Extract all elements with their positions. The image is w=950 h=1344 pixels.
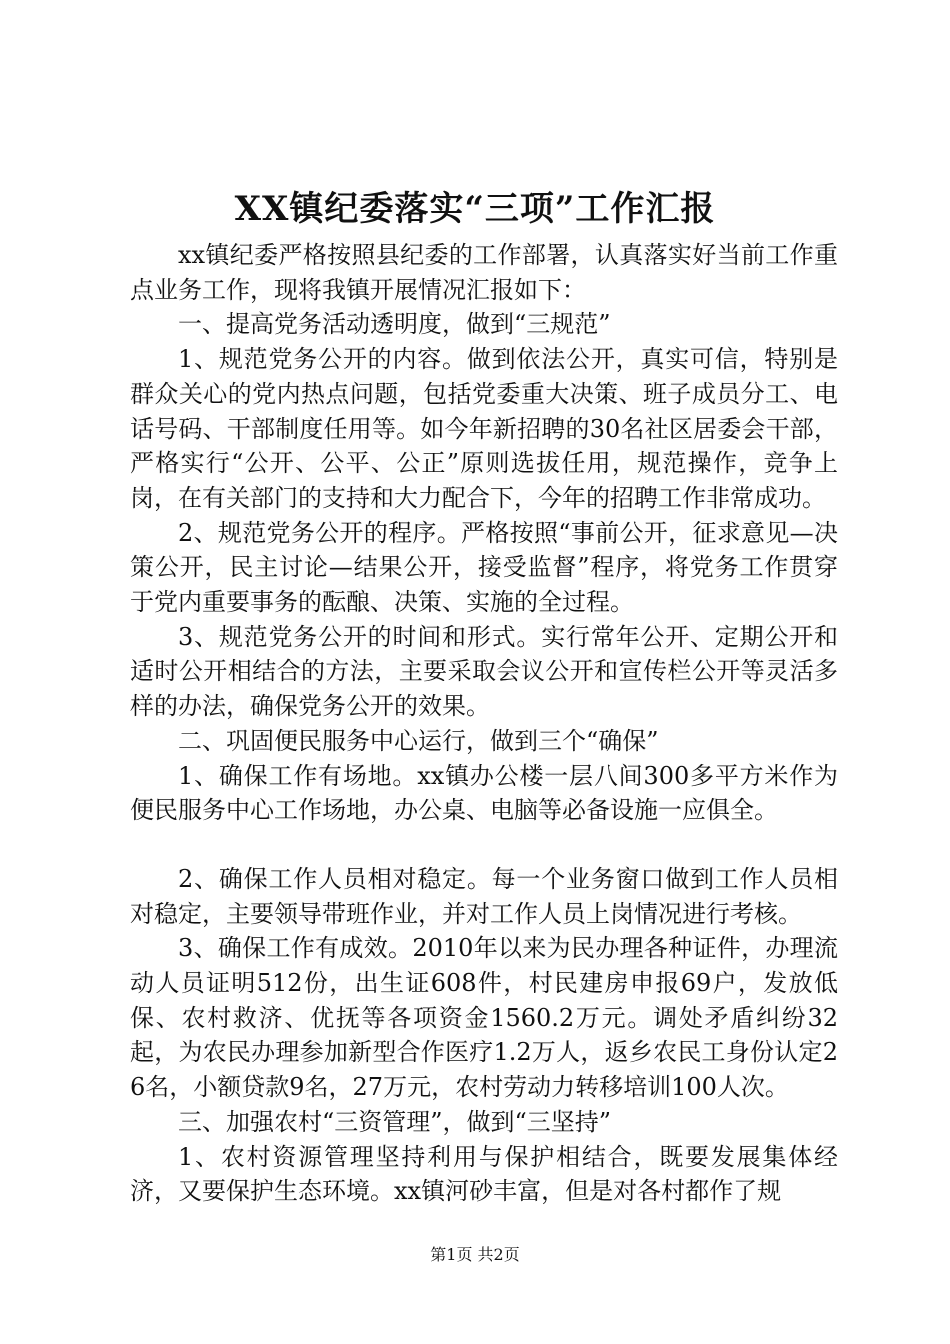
paragraph-2-1: 1、确保工作有场地。xx镇办公楼一层八间300多平方米作为便民服务中心工作场地，办公桌、电脑等必备设施一应俱全。 [130, 761, 838, 825]
paragraph-3-1: 1、农村资源管理坚持利用与保护相结合，既要发展集体经济，又要保护生态环境。xx镇河砂丰富，但是对各村都作了规 [130, 1142, 838, 1206]
paragraph-2-3: 3、确保工作有成效。2010年以来为民办理各种证件，办理流动人员证明512份，出生证608件，村民建房申报69户，发放低保、农村救济、优抚等各项资金1560.2万元。调处矛盾纠纷32起，为农民办理参加新型合作医疗1.2万人，返乡农民工身份认定26名，小额贷款9名，27万元，农村劳动力转移培训100人次。 [130, 934, 838, 1102]
section-heading-1: 一、提高党务活动透明度，做到“三规范” [178, 310, 611, 339]
paragraph-1-2: 2、规范党务公开的程序。严格按照“事前公开，征求意见—决策公开，民主讨论—结果公开，接受监督”程序，将党务工作贯穿于党内重要事务的酝酿、决策、实施的全过程。 [130, 518, 838, 617]
paragraph-2-2: 2、确保工作人员相对稳定。每一个业务窗口做到工作人员相对稳定，主要领导带班作业，并对工作人员上岗情况进行考核。 [130, 864, 838, 928]
document-title: XX镇纪委落实“三项”工作汇报 [234, 189, 716, 229]
intro-paragraph: xx镇纪委严格按照县纪委的工作部署，认真落实好当前工作重点业务工作，现将我镇开展情况汇报如下： [130, 241, 838, 304]
document-body [130, 238, 838, 1209]
page-number-footer: 第1页 共2页 [430, 1245, 520, 1264]
paragraph-1-3: 3、规范党务公开的时间和形式。实行常年公开、定期公开和适时公开相结合的方法，主要采取会议公开和宣传栏公开等灵活多样的办法，确保党务公开的效果。 [130, 622, 838, 721]
paragraph-1-1: 1、规范党务公开的内容。做到依法公开，真实可信，特别是群众关心的党内热点问题，包括党委重大决策、班子成员分工、电话号码、干部制度任用等。如今年新招聘的30名社区居委会干部，严格实行“公开、公平、公正”原则选拔任用，规范操作，竞争上岗，在有关部门的支持和大力配合下，今年的招聘工作非常成功。 [130, 345, 838, 512]
section-heading-2: 二、巩固便民服务中心运行，做到三个“确保” [178, 726, 659, 755]
section-heading-3: 三、加强农村“三资管理”，做到“三坚持” [178, 1107, 612, 1136]
